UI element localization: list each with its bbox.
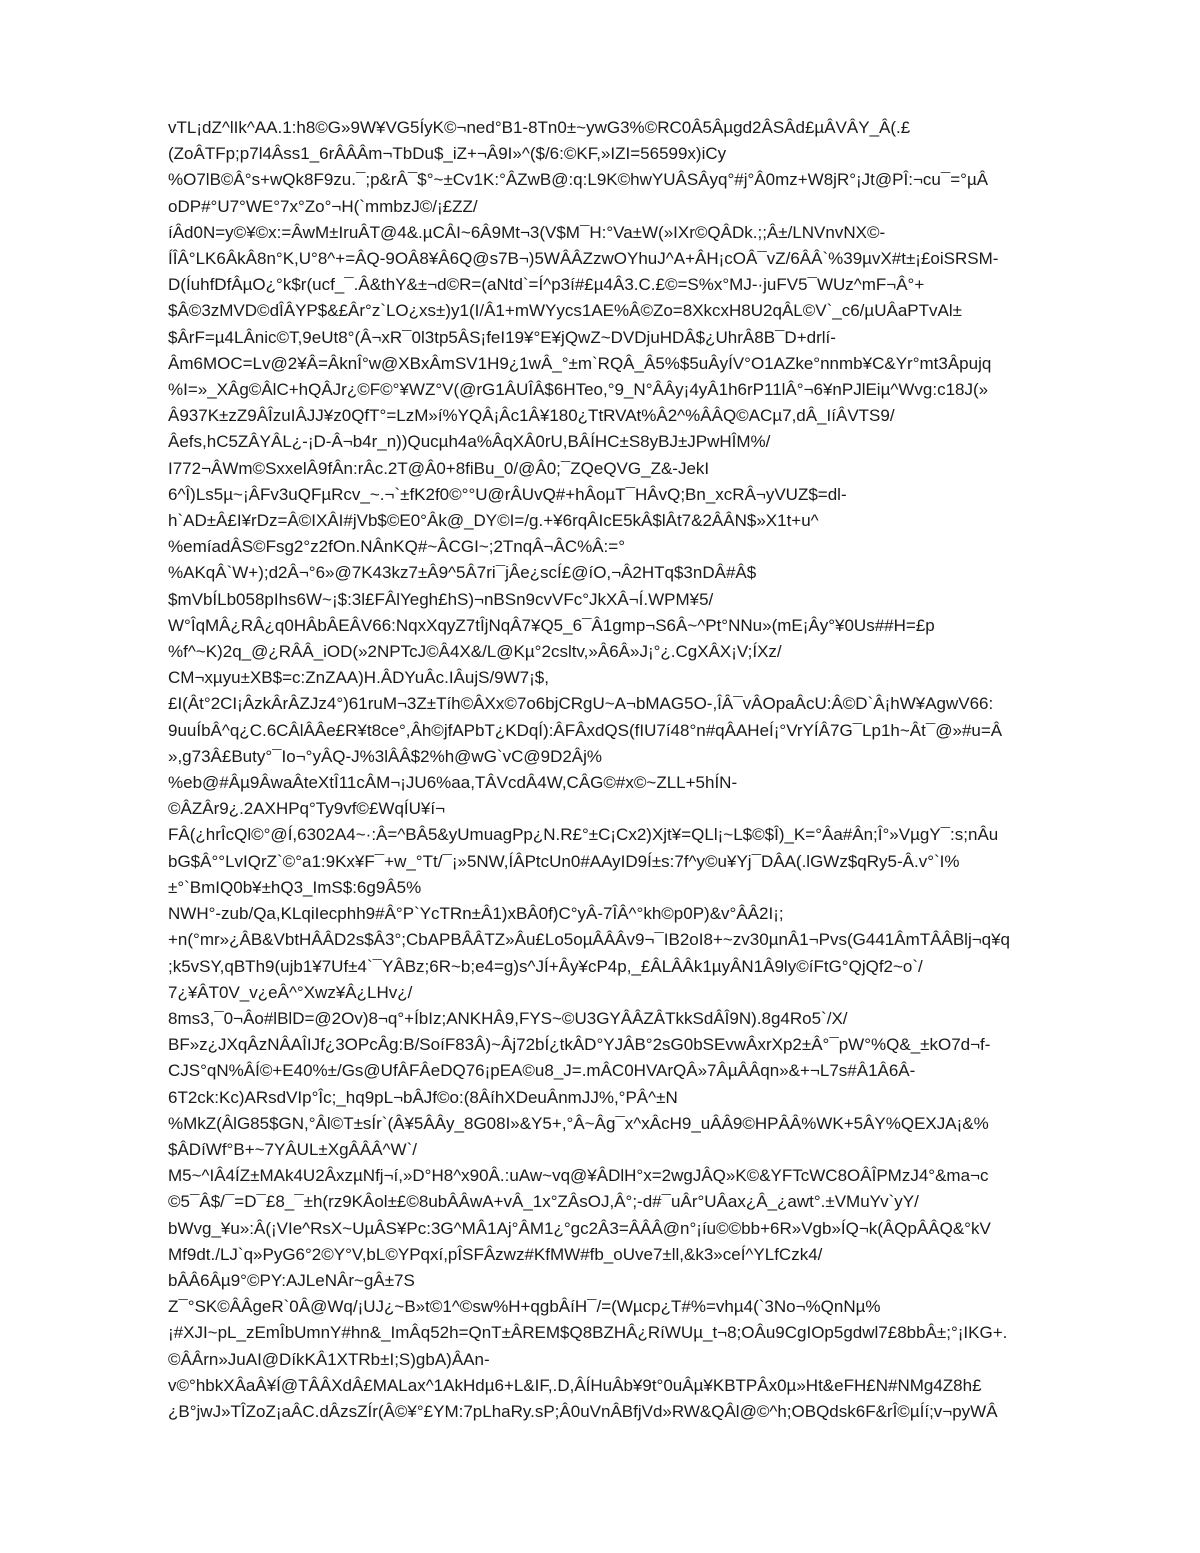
text-line: íÂd0N=y©¥©x:=ÂwM±IruÂT@4&.µCÂI~6Â9Mt¬3(V$M¯H:°Va±W(»IXr©QÂDk.;;Â±/LNVnvNX©- xyxy=(168,222,886,242)
text-line: ©ÂÂrn»JuAI@DíkKÂ1XTRb±I;S)gbA)ÂAn- xyxy=(168,1349,490,1369)
text-line: ©ÂZÂr9¿.2AXHPq°Ty9vf©£WqÍU¥í¬ xyxy=(168,799,446,819)
text-line: %emíadÂS©Fsg2°z2fOn.NÂnKQ#~ÂCGI~;2TnqÂ¬ÂC%Â:=° xyxy=(168,537,625,557)
text-line: %O7lB©Â°s+wQk8F9zu.¯;p&rÂ¯$°~±Cv1K:°ÂZwB@:q:L9K©hwYUÂSÂyq°#j°Â0mz+W8jR°¡Jt@PÎ:¬cu¯=°µÂ xyxy=(168,170,989,190)
text-line: Z¯°SK©ÂÂgeR`0Â@Wq/¡UJ¿~B»t©1^©sw%H+qgbÂíH¯/=(Wµcp¿T#%=vhµ4(`3No¬%QnNµ% xyxy=(168,1297,881,1317)
text-line: 9uuÍbÂ^q¿C.6CÂlÂÂe£R¥t8ce°,Âh©jfAPbT¿KDqÍ):ÂFÂxdQS(fIU7í48°n#qÂAHeÍ¡°VrYÍÂ7G¯Lp1h~Ât¯@»#u=Â xyxy=(168,720,1003,740)
text-line: CJS°qN%ÂÍ©+E40%±/Gs@UfÂFÂeDQ76¡pEA©u8_J=.mÂC0HVArQÂ»7ÂµÂÂqn»&+¬L7s#Â1Â6Â- xyxy=(168,1061,916,1081)
text-line: ¿B°jwJ»TÎZoZ¡aÂC.dÂzsZÍr(Â©¥°£YM:7pLhaRy.sP;Â0uVnÂBfjVd»RW&QÂl@©^h;OBQdsk6F&rÎ©µÍí;v¬pyWÂ xyxy=(168,1401,998,1421)
text-line: 6^Î)Ls5µ~¡ÂFv3uQFµRcv_~.¬`±fK2f0©°°U@rÂUvQ#+hÂoµT¯HÂvQ;Bn_xcRÂ¬yVUZ$=dl- xyxy=(168,484,847,504)
text-line: %AKqÂ`W+);d2Â¬°6»@7K43kz7±Â9^5Â7ri¯jÂe¿scÍ£@íO,¬Â2HTq$3nDÂ#Â$ xyxy=(168,563,757,583)
text-line: ¡#XJI~pL_zEmÎbUmnY#hn&_ImÂq52h=QnT±ÂREM$Q8BZHÂ¿RíWUµ_t¬8;OÂu9CgIOp5gdwl7£8bbÂ±;°¡IKG+. xyxy=(168,1323,1008,1343)
text-line: $Â©3zMVD©dÎÂYP$&£Âr°z`LO¿xs±)y1(I/Â1+mWYycs1AE%Â©Zo=8XkcxH8U2qÂL©V`_c6/µUÂaPTvAl± xyxy=(168,301,962,321)
text-line: bG$Â°°LvIQrZ`©°a1:9Kx¥F¯+w_°Tt/¯¡»5NW,ÍÂPtcUn0#AAyID9Í±s:7f^y©u¥Yj¯DÂA(.lGWz$qRy5-Â.v°`I% xyxy=(168,851,960,871)
text-line: Âefs,hC5ZÂYÂL¿-¡D-Â¬b4r_n))Qucµh4a%ÂqXÂ0rU,BÂÍHC±S8yBJ±JPwHÎM%/ xyxy=(168,432,771,452)
text-line: $ÂrF=µ4LÂnic©T,9eUt8°(Â¬xR¯0l3tp5ÂS¡feI19¥°E¥jQwZ~DVDjuHDÂ$¿UhrÂ8B¯D+drlí- xyxy=(168,327,836,347)
text-line: I772¬ÂWm©SxxelÂ9fÂn:rÂc.2T@Â0+8fiBu_0/@Â0;¯ZQeQVG_Z&-JekI xyxy=(168,458,710,478)
text-line: W°ÎqMÂ¿RÂ¿q0HÂbÂEÂV66:NqxXqyZ7tÎjNqÂ7¥Q5_6¯Â1gmp¬S6Â~^Pt°NNu»(mE¡Ây°¥0Us##H=£p xyxy=(168,615,935,635)
text-line: %MkZ(ÂlG85$GN,°Âl©T±sÍr`(Â¥5ÂÂy_8G08I»&Y5+,°Â~Âg¯x^xÂcH9_uÂÂ9©HPÂÂ%WK+5ÂY%QEXJA¡&% xyxy=(168,1113,989,1133)
text-line: (ZoÂTFp;p7l4Âss1_6rÂÂÂm¬TbDu$_iZ+¬Â9I»^($/6:©KF,»IZI=56599x)iCy xyxy=(168,144,727,164)
text-line: %I=»_XÂg©ÂlC+hQÂJr¿©F©°¥WZ°V(@rG1ÂUÎÂ$6HTeo,°9_N°ÂÂy¡4yÂ1h6rP11lÂ°¬6¥nPJlEiµ^Wvg:c18J(» xyxy=(168,380,989,400)
text-line: oDP#°U7°WE°7x°Zo°¬H(`mmbzJ©/¡£ZZ/ xyxy=(168,196,478,216)
text-line: %f^~K)2q_@¿RÂÂ_iOD(»2NPTcJ©Â4X&/L@Kµ°2csltv,»Â6Â»J¡°¿.CgXÂX¡V;ÍXz/ xyxy=(168,642,782,662)
text-line: Â937K±zZ9ÂÎzuIÂJJ¥z0QfT°=LzM»í%YQÂ¡Âc1Â¥180¿TtRVAt%Â2^%ÂÂQ©ACµ7,dÂ_IíÂVTS9/ xyxy=(168,406,895,426)
text-line: 8ms3,¯0¬Âo#lBlD=@2Ov)8¬q°+ÍbIz;ANKHÂ9,FYS~©U3GYÂÂZÂTkkSdÂÎ9N).8g4Ro5`/X/ xyxy=(168,1008,848,1028)
text-line: £I(Ât°2CI¡ÂzkÂrÂZJz4°)61ruM¬3Z±Tíh©ÂXx©7o6bjCRgU~A¬bMAG5O-,ÎÂ¯vÂOpaÂcU:Â©D`Â¡hW¥AgwV66: xyxy=(168,694,994,714)
text-line: bWvg_¥u»:Â(¡VIe^RsX~UµÂS¥Pc:3G^MÂ1Aj°ÂM1¿°gc2Â3=ÂÂÂ@n°¡íu©©bb+6R»Vgb»ÍQ¬k(ÂQpÂÂQ&°kV xyxy=(168,1218,991,1238)
text-line: bÂÂ6Âµ9°©PY:AJLeNÂr~gÂ±7S xyxy=(168,1270,415,1290)
text-line: $mVbÍLb058pIhs6W~¡$:3l£FÂlYegh£hS)¬nBSn9cvVFc°JkXÂ¬Í.WPM¥5/ xyxy=(168,589,714,609)
text-line: M5~^IÂ4ÍZ±MAk4U2ÂxzµNfj¬í,»D°H8^x90Â.:uAw~vq@¥ÂDlH°x=2wgJÂQ»K©&YFTcWC8OÂÎPMzJ4°&ma¬c xyxy=(168,1166,989,1186)
text-line: Mf9dt./LJ`q»PyG6°2©Y°V,bL©YPqxí,pÎSFÂzwz#KfMW#fb_oUve7±ll,&k3»ceÍ^YLfCzk4/ xyxy=(168,1244,823,1264)
text-line: 6T2ck:Kc)ARsdVIp°Îc;_hq9pL¬bÂJf©o:(8ÂíhXDeuÂnmJJ%,°PÂ^±N xyxy=(168,1087,678,1107)
text-line: v©°hbkXÂaÂ¥Í@TÂÂXdÂ£MALax^1AkHdµ6+L&IF,.D,ÂÍHuÂb¥9t°0uÂµ¥KBTPÂx0µ»Ht&eFH£N#NMg4Z8h£ xyxy=(168,1375,982,1395)
text-line: $ÂDíWf°B+~7YÂUL±XgÂÂÂ^W`/ xyxy=(168,1139,417,1159)
text-line: »,g73Â£Buty°¯Io¬°yÂQ-J%3lÂÂ$2%h@wG`vC@9D2Âj% xyxy=(168,746,603,766)
text-line: BF»z¿JXqÂzNÂAÎIJf¿3OPcÂg:B/SoíF83Â)~Âj72bÍ¿tkÂD°YJÂB°2sG0bSEvwÂxrXp2±Â°¯pW°%Q&_±kO7d¬f- xyxy=(168,1035,991,1055)
text-line: +n(°mr»¿ÂB&VbtHÂÂD2s$Â3°;CbAPBÂÂTZ»Âu£Lo5oµÂÂÂv9¬¯IB2oI8+~zv30µnÂ1¬Pvs(G441ÂmTÂÂBlj¬q¥q xyxy=(168,930,1011,950)
text-line: FÂ(¿hrÎcQl©°@Í,6302A4~·:Â=^BÂ5&yUmuagPp¿N.R£°±C¡Cx2)Xjt¥=QLl¡~L$©$Î)_K=°Âa#Ân;Î°»VµgY¯:s;nÂu xyxy=(168,825,999,845)
text-line: NWH°-zub/Qa,KLqiIecphh9#Â°P`YcTRn±Â1)xBÂ0f)C°yÂ-7ÎÂ^°kh©p0P)&v°ÂÂ2I¡; xyxy=(168,904,784,924)
text-line: ÍÎÂ°LK6ÂkÂ8n°K,U°8^+=ÂQ-9OÂ8¥Â6Q@s7B¬)5WÂÂZzwOYhuJ^A+ÂH¡cOÂ¯vZ/6ÂÂ`%39µvX#t±¡£oiSRSM- xyxy=(168,249,999,269)
text-line: Âm6MOC=Lv@2¥Â=ÂknÎ°w@XBxÂmSV1H9¿1wÂ_°±m`RQÂ_Â5%$5uÂyÍV°O1AZke°nnmb¥C&Yr°mt3Âpujq xyxy=(168,353,992,373)
text-line: vTL¡dZ^lIk^AA.1:h8©G»9W¥VG5ÍyK©¬ned°B1-8Tn0±~ywG3%©RC0Â5Âµgd2ÂSÂd£µÂVÂY_Â(.£ xyxy=(168,118,911,137)
text-line: CM¬xµyu±XB$=c:ZnZAA)H.ÂDYuÂc.IÂujS/9W7¡$, xyxy=(168,668,549,688)
text-line: h`AD±Â£I¥rDz=Â©IXÂI#jVb$©E0°Âk@_DY©I=/g.+¥6rqÂIcE5kÂ$lÂt7&2ÂÂN$»X1t+u^ xyxy=(168,511,819,531)
text-line: D(ÍuhfDfÂµO¿°k$r(ucf_¯.Â&thY&±¬d©R=(aNtd`=Í^p3í#£µ4Â3.C.£©=S%x°MJ-·juFV5¯WUz^mF¬Â°+ xyxy=(168,275,925,295)
text-line: ©5¯Â$/¯=D¯£8_¯±h(rz9KÂol±£©8ubÂÂwA+vÂ_1x°ZÂsOJ,Â°;-d#¯uÂr°UÂax¿Â_¿awt°.±VMuYv`yY/ xyxy=(168,1192,919,1212)
text-line: 7¿¥ÂT0V_v¿eÂ^°Xwz¥Â¿LHv¿/ xyxy=(168,982,413,1002)
text-line: %eb@#Âµ9ÂwaÂteXtÎ11cÂM¬¡JU6%aa,TÂVcdÂ4W,CÂG©#x©~ZLL+5hÍN- xyxy=(168,773,738,793)
text-line: ±°`BmIQ0b¥±hQ3_ImS$:6g9Â5% xyxy=(168,877,422,897)
document-body-text xyxy=(168,115,1128,1425)
text-line: ;k5vSY,qBTh9(ujb1¥7Uf±4`¯YÂBz;6R~b;e4=g)s^JÍ+Ây¥cP4p,_£ÂLÂÂk1µyÂN1Â9ly©íFtG°QjQf2~o`/ xyxy=(168,956,923,976)
